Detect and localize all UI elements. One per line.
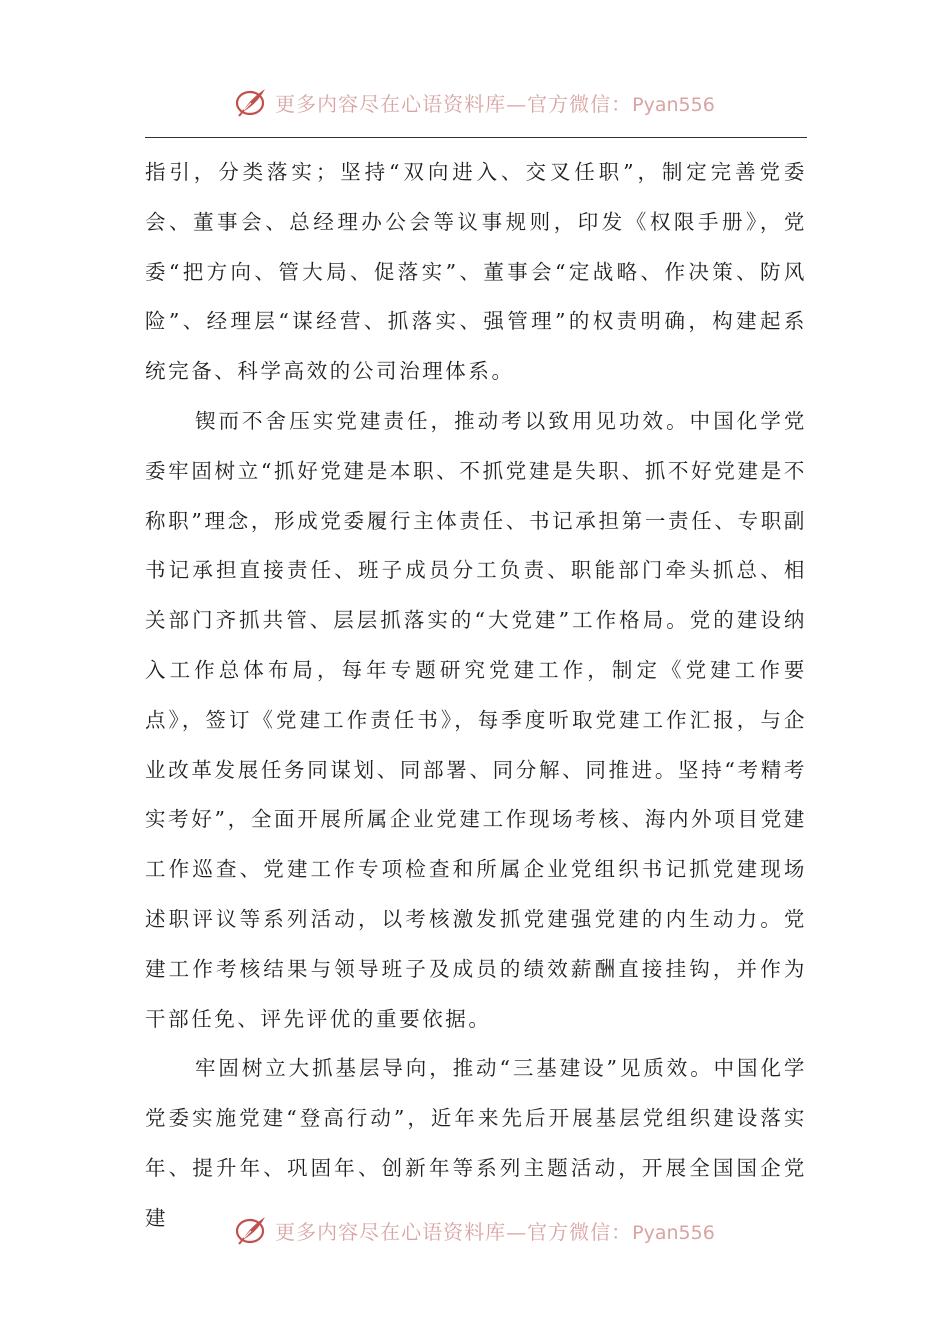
header-banner-text: 更多内容尽在心语资料库—官方微信：Pyan556 xyxy=(275,91,715,116)
paragraph-2: 锲而不舍压实党建责任，推动考以致用见功效。中国化学党委牢固树立“抓好党建是本职、不抓党建是失职、抓不好党建是不称职”理念，形成党委履行主体责任、书记承担第一责任、专职副书记承担直接责任、班子成员分工负责、职能部门牵头抓总、相关部门齐抓共管、层层抓落实的“大党建”工作格局。党的建设纳入工作总体布局，每年专题研究党建工作，制定《党建工作要点》，签订《党建工作责任书》，每季度听取党建工作汇报，与企业改革发展任务同谋划、同部署、同分解、同推进。坚持“考精考实考好”，全面开展所属企业党建工作现场考核、海内外项目党建工作巡查、党建工作专项检查和所属企业党组织书记抓党建现场述职评议等系列活动，以考核激发抓党建强党建的内生动力。党建工作考核结果与领导班子及成员的绩效薪酬直接挂钩，并作为干部任免、评先评优的重要依据。 xyxy=(145,408,807,1031)
header-divider xyxy=(145,137,807,138)
paragraph-1: 指引，分类落实；坚持“双向进入、交叉任职”，制定完善党委会、董事会、总经理办公会等议事规则，印发《权限手册》，党委“把方向、管大局、促落实”、董事会“定战略、作决策、防风险”、经理层“谋经营、抓落实、强管理”的权责明确，构建起系统完备、科学高效的公司治理体系。 xyxy=(145,160,807,384)
paragraph-3: 牢固树立大抓基层导向，推动“三基建设”见质效。中国化学党委实施党建“登高行动”，近年来先后开展基层党组织建设落实年、提升年、巩固年、创新年等系列主题活动，开展全国国企党建 xyxy=(145,1056,807,1230)
footer-banner xyxy=(0,1210,950,1250)
header-wechat-id: Pyan556 xyxy=(632,93,715,116)
header-banner xyxy=(0,82,950,122)
footer-banner-text: 更多内容尽在心语资料库—官方微信：Pyan556 xyxy=(275,1219,715,1244)
quill-pen-icon xyxy=(235,1213,269,1247)
document-body xyxy=(145,148,807,1244)
footer-wechat-id: Pyan556 xyxy=(632,1221,715,1244)
quill-pen-icon xyxy=(235,85,269,119)
